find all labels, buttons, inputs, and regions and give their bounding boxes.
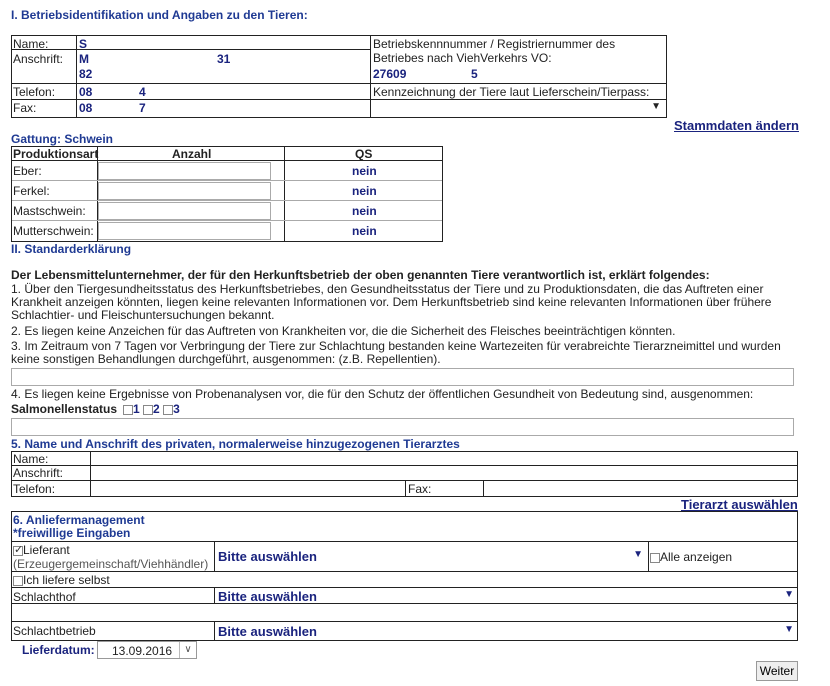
header-anzahl: Anzahl (172, 147, 212, 161)
schlachtbetrieb-select[interactable] (216, 622, 796, 639)
gattung-title: Gattung: Schwein (11, 132, 113, 146)
row-label-mutterschwein: Mutterschwein: (13, 224, 94, 238)
salmonellen-checkbox-2[interactable] (143, 405, 153, 415)
lieferant-sublabel: (Erzeugergemeinschaft/Viehhändler) (13, 557, 209, 571)
schlachthof-select[interactable] (216, 588, 796, 603)
chevron-down-icon: ∨ (179, 642, 196, 658)
kennzeichnung-label: Kennzeichnung der Tiere laut Lieferschein/Tierpass: (373, 85, 650, 99)
phone-label: Telefon: (13, 85, 56, 99)
address-line1: M (79, 52, 89, 66)
fax-value-prefix: 08 (79, 101, 93, 115)
tierarzt-address-label: Anschrift: (13, 466, 64, 480)
section2-title: II. Standarderklärung (11, 242, 132, 256)
tierarzt-name-label: Name: (13, 452, 49, 466)
row-label-mastschwein: Mastschwein: (13, 204, 86, 218)
schlachthof-select-value: Bitte auswählen (218, 589, 317, 604)
p3-line2: keine sonstigen Behandlungen durchgeführt, ausgenommen: (z.B. Repellentien). (11, 352, 441, 366)
triangle-down-icon: ▼ (651, 101, 661, 112)
lieferdatum-label: Lieferdatum: (22, 643, 95, 657)
header-produktionsart: Produktionsart (13, 147, 99, 161)
tierarzt-phone-label: Telefon: (13, 482, 56, 496)
name-value: S (79, 37, 88, 51)
phone-value-prefix: 08 (79, 85, 93, 99)
betriebskenn-value-suffix: 5 (471, 67, 478, 81)
qs-value-mutterschwein: nein (352, 224, 377, 238)
anzahl-input-ferkel[interactable] (98, 182, 271, 200)
fax-value-suffix: 7 (139, 101, 146, 115)
section6-title: 6. Anliefermanagement (13, 513, 145, 527)
p3-line1: 3. Im Zeitraum von 7 Tagen vor Verbringung der Tiere zur Schlachtung bestanden keine Wartezeiten für verabreichte Tierarzneimittel und wurden (11, 339, 781, 353)
section1-title: I. Betriebsidentifikation und Angaben zu den Tieren: (11, 8, 308, 22)
lieferant-checkbox[interactable] (13, 546, 23, 556)
p1-line1: 1. Über den Tiergesundheitsstatus des Herkunftsbetriebes, den Gesundheitsstatus der Tiere und zu Produktionsdaten, die das Auftreten einer (11, 282, 764, 296)
section2-intro: Der Lebensmittelunternehmer, der für den Herkunftsbetrieb der oben genannten Tiere verantwortlich ist, erklärt folgendes: (11, 268, 710, 282)
alle-anzeigen-label: Alle anzeigen (660, 550, 733, 564)
tierarzt-phone-field[interactable] (91, 481, 404, 496)
exceptions-input[interactable] (11, 368, 794, 386)
salmonellen-checkbox-1[interactable] (123, 405, 133, 415)
salmonellen-option-3: 3 (173, 402, 180, 416)
gattung-table (11, 146, 443, 242)
alle-anzeigen-checkbox[interactable] (650, 553, 660, 563)
tierarzt-auswaehlen-link[interactable]: Tierarzt auswählen (681, 497, 798, 512)
anzahl-input-eber[interactable] (98, 162, 271, 180)
business-info-table (11, 35, 667, 118)
tierarzt-table (11, 451, 798, 497)
p1-line2: Krankheit anzeigen könnten, liegen keine relevanten Informationen vor. Dem Herkunftsbetrieb sind keine relevanten Informationen über frühere (11, 295, 772, 309)
tierarzt-address-field[interactable] (91, 466, 796, 480)
section5-title: 5. Name und Anschrift des privaten, normalerweise hinzugezogenen Tierarztes (11, 437, 460, 451)
qs-value-mastschwein: nein (352, 204, 377, 218)
address-line2: 82 (79, 67, 93, 81)
triangle-down-icon: ▼ (633, 549, 643, 560)
triangle-down-icon: ▼ (784, 589, 794, 600)
analysis-exceptions-input[interactable] (11, 418, 794, 436)
qs-value-ferkel: nein (352, 184, 377, 198)
salmonellen-options (123, 402, 180, 416)
salmonellen-option-2: 2 (153, 402, 160, 416)
lieferant-cell (13, 543, 208, 571)
ich-liefere-option (13, 573, 110, 587)
anzahl-input-mastschwein[interactable] (98, 202, 271, 220)
anliefermanagement-table (11, 511, 798, 641)
weiter-button[interactable]: Weiter (756, 661, 798, 681)
schlachthof-label: Schlachthof (13, 590, 76, 604)
row-label-eber: Eber: (13, 164, 42, 178)
row-label-ferkel: Ferkel: (13, 184, 50, 198)
anzahl-input-mutterschwein[interactable] (98, 222, 271, 240)
ich-liefere-checkbox[interactable] (13, 576, 23, 586)
lieferant-select-value: Bitte auswählen (218, 549, 317, 564)
p1-line3: Schlachtier- und Fleischuntersuchungen bekannt. (11, 308, 275, 322)
tierarzt-name-field[interactable] (91, 452, 796, 465)
salmonellen-option-1: 1 (133, 402, 140, 416)
address-line1-number: 31 (217, 52, 231, 66)
stammdaten-aendern-link[interactable]: Stammdaten ändern (674, 118, 799, 133)
salmonellen-checkbox-3[interactable] (163, 405, 173, 415)
lieferant-label: Lieferant (23, 543, 70, 557)
triangle-down-icon: ▼ (784, 624, 794, 635)
tierarzt-fax-label: Fax: (408, 482, 432, 496)
betriebskenn-value-prefix: 27609 (373, 67, 407, 81)
betriebskenn-label: Betriebskennnummer / Registriernummer des Betriebes nach ViehVerkehrs VO: (373, 37, 616, 65)
section6-subtitle: *freiwillige Eingaben (13, 526, 131, 540)
name-label: Name: (13, 37, 49, 51)
ich-liefere-label: Ich liefere selbst (23, 573, 110, 587)
header-qs: QS (355, 147, 373, 161)
tierarzt-fax-field[interactable] (484, 481, 796, 496)
salmonellen-label: Salmonellenstatus (11, 402, 118, 416)
schlachtbetrieb-select-value: Bitte auswählen (218, 624, 317, 639)
kennzeichnung-select[interactable] (371, 100, 665, 116)
lieferdatum-value: 13.09.2016 (112, 644, 173, 658)
alle-anzeigen-option (650, 550, 732, 564)
lieferdatum-select[interactable] (97, 641, 197, 659)
address-label: Anschrift: (13, 52, 64, 66)
p4-text: 4. Es liegen keine Ergebnisse von Probenanalysen vor, die für den Schutz der öffentlichen Gesundheit von Bedeutung sind, ausgenommen: (11, 387, 754, 401)
p2-text: 2. Es liegen keine Anzeichen für das Auftreten von Krankheiten vor, die die Sicherheit des Fleisches beeinträchtigen könnten. (11, 324, 676, 338)
schlachtbetrieb-label: Schlachtbetrieb (13, 624, 96, 638)
lieferant-select[interactable] (216, 542, 647, 570)
phone-value-suffix: 4 (139, 85, 146, 99)
qs-value-eber: nein (352, 164, 377, 178)
fax-label: Fax: (13, 101, 37, 115)
